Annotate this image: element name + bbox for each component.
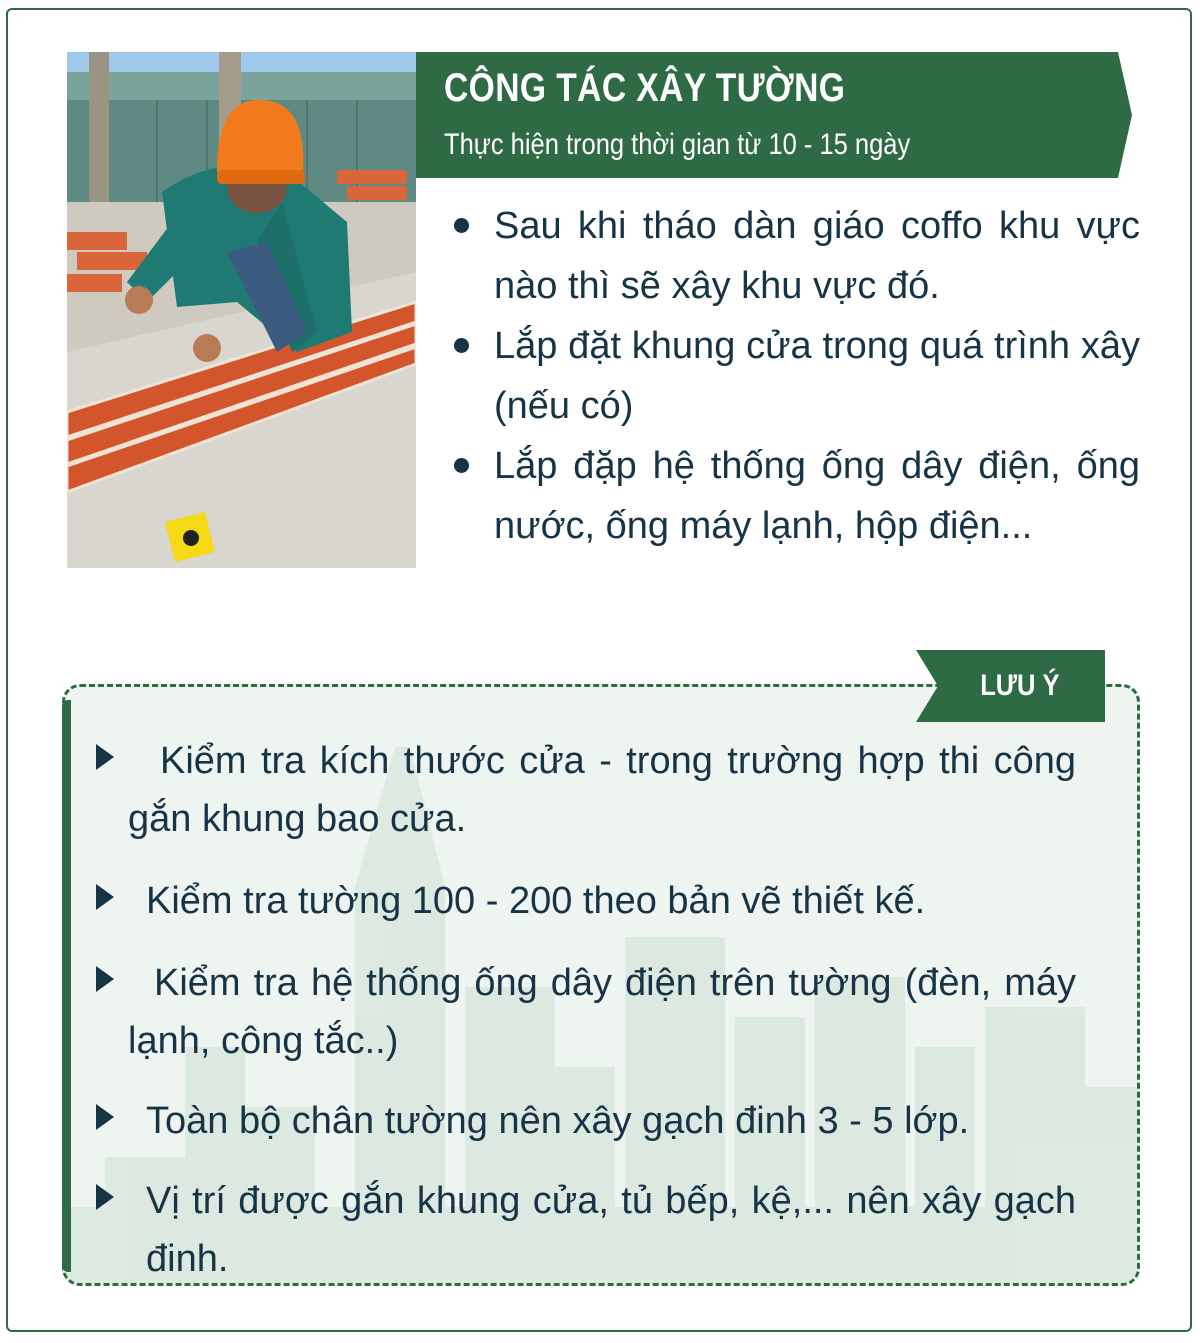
arrow-right-icon	[96, 884, 114, 910]
list-item: Sau khi tháo dàn giáo coffo khu vực nào thì sẽ xây khu vực đó.	[450, 196, 1140, 316]
task-list	[450, 196, 1140, 556]
page-subtitle: Thực hiện trong thời gian từ 10 - 15 ngày	[444, 128, 911, 161]
list-item: Kiểm tra hệ thống ống dây điện trên tường (đèn, máy lạnh, công tắc..)	[96, 954, 1076, 1070]
arrow-right-icon	[96, 966, 114, 992]
bullet-icon	[454, 338, 469, 353]
arrow-right-icon	[96, 744, 114, 770]
list-item: Vị trí được gắn khung cửa, tủ bếp, kệ,... nên xây gạch đinh.	[96, 1172, 1076, 1288]
notice-accent-bar	[62, 700, 71, 1272]
notice-tag	[916, 650, 1105, 722]
bullet-icon	[454, 218, 469, 233]
list-item: Kiểm tra tường 100 - 200 theo bản vẽ thiết kế.	[96, 872, 1076, 930]
arrow-right-icon	[96, 1184, 114, 1210]
list-item: Kiểm tra kích thước cửa - trong trường hợp thi công gắn khung bao cửa.	[96, 732, 1076, 848]
bricklayer-photo	[67, 52, 416, 568]
bullet-icon	[454, 458, 469, 473]
notice-list	[96, 732, 1076, 1288]
notice-tag-label: LƯU Ý	[980, 669, 1060, 702]
list-item: Lắp đặp hệ thống ống dây điện, ống nước, ống máy lạnh, hộp điện...	[450, 436, 1140, 556]
list-item: Lắp đặt khung cửa trong quá trình xây (nếu có)	[450, 316, 1140, 436]
page-title: CÔNG TÁC XÂY TƯỜNG	[444, 66, 846, 110]
arrow-right-icon	[96, 1104, 114, 1130]
list-item: Toàn bộ chân tường nên xây gạch đinh 3 - 5 lớp.	[96, 1092, 1076, 1150]
header-banner	[416, 52, 1132, 178]
